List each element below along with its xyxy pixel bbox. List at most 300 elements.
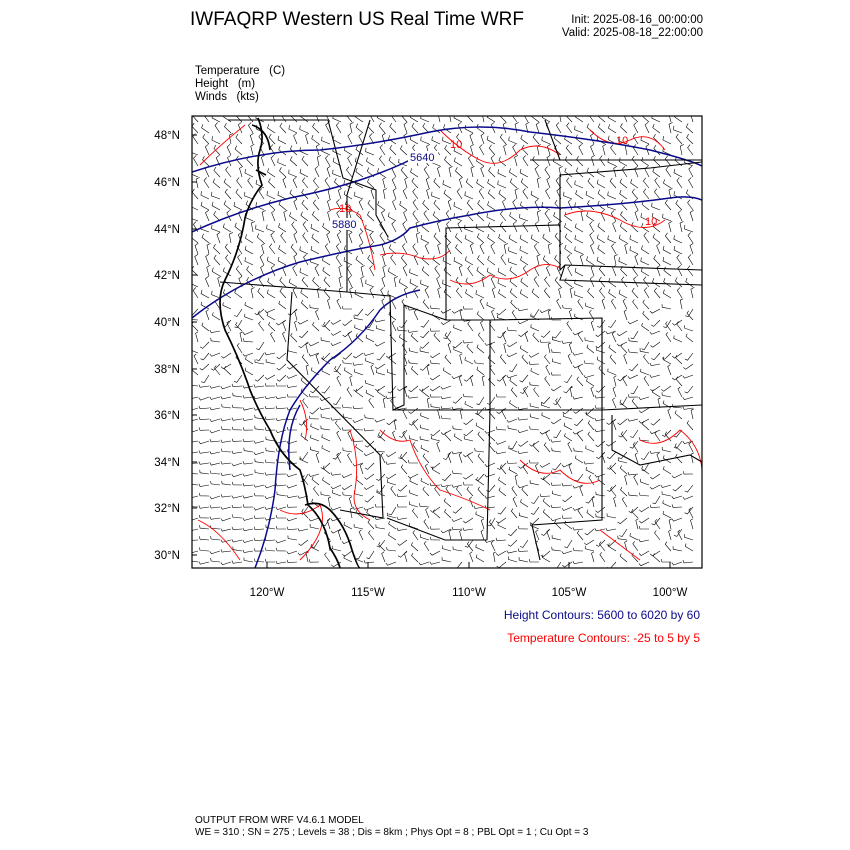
wind-barb — [537, 210, 541, 221]
wind-barb — [663, 179, 671, 188]
wind-barb — [377, 489, 385, 496]
wind-barb — [651, 320, 660, 326]
wind-barb — [380, 145, 385, 156]
wind-barb — [674, 126, 682, 133]
wind-barb — [565, 168, 572, 177]
wind-barb — [650, 505, 660, 508]
wind-barb — [564, 423, 572, 430]
wind-barb — [509, 137, 517, 145]
wind-barb — [376, 325, 385, 331]
wind-barb — [496, 427, 506, 430]
wind-barb — [540, 463, 550, 467]
wind-barb — [508, 425, 517, 430]
wind-barb — [619, 235, 627, 243]
wind-barb — [607, 452, 616, 459]
wind-barb — [353, 406, 363, 409]
wind-barb — [537, 254, 541, 265]
wind-barb — [201, 290, 209, 298]
wind-barb — [255, 426, 264, 430]
wind-barb — [552, 349, 561, 353]
wind-barb — [356, 124, 363, 133]
wind-barb — [328, 497, 331, 507]
wind-barb — [666, 322, 671, 332]
wind-barb — [567, 123, 572, 133]
wind-barb — [409, 386, 418, 392]
wind-barb — [222, 426, 232, 430]
wind-barb — [663, 136, 671, 144]
wind-barb — [468, 155, 473, 166]
wind-barb — [624, 310, 627, 320]
wind-barb — [331, 342, 341, 346]
wind-barb — [498, 181, 506, 189]
wind-barb — [456, 277, 462, 287]
wind-barb — [265, 485, 275, 488]
wind-barb — [655, 431, 660, 441]
wind-barb — [221, 562, 231, 565]
wind-barb — [287, 385, 297, 388]
wind-barb — [443, 257, 451, 265]
wind-barb — [454, 202, 462, 210]
wind-barb — [573, 507, 583, 510]
wind-barb — [613, 387, 616, 397]
wind-barb — [424, 211, 429, 222]
wind-barb — [573, 561, 583, 564]
wind-barb — [303, 399, 308, 409]
wind-barb — [452, 518, 462, 522]
wind-barb — [233, 547, 242, 551]
wind-barb — [243, 483, 253, 486]
wind-barb — [548, 343, 551, 353]
wind-barb — [567, 254, 572, 265]
wind-barb — [423, 200, 429, 210]
wind-barb — [430, 394, 440, 397]
wind-barb — [611, 299, 616, 309]
wind-barb — [453, 546, 462, 551]
wind-barb — [569, 464, 572, 474]
wind-barb — [468, 453, 473, 463]
wind-barb — [397, 494, 407, 497]
wind-barb — [344, 245, 352, 254]
wind-barb — [488, 201, 496, 210]
wind-barb — [584, 375, 594, 378]
wind-barb — [367, 178, 374, 188]
wind-barb — [463, 528, 473, 531]
wind-barb — [544, 288, 550, 298]
wind-barb — [541, 551, 550, 557]
wind-barb — [391, 112, 396, 122]
wind-barb — [677, 178, 682, 188]
wind-barb — [364, 452, 374, 456]
wind-barbs — [188, 111, 695, 569]
wind-barb — [269, 322, 276, 331]
wind-barb — [244, 448, 253, 452]
wind-barb — [213, 179, 220, 188]
wind-barb — [515, 188, 519, 199]
lat-label: 32°N — [154, 503, 180, 515]
wind-barb — [688, 266, 694, 276]
wind-barb — [276, 507, 286, 510]
wind-barb — [441, 320, 451, 325]
wind-barb — [573, 527, 583, 530]
wind-barb — [579, 144, 583, 155]
wind-barb — [630, 533, 638, 540]
wind-barb — [301, 289, 308, 298]
wind-barb — [265, 507, 275, 510]
wind-barb — [294, 232, 297, 243]
wind-barb — [452, 407, 462, 410]
wind-barb — [642, 323, 649, 331]
wind-barb — [612, 332, 616, 342]
wind-barb — [672, 474, 682, 478]
wind-barb — [201, 202, 209, 210]
wind-barb — [255, 375, 264, 381]
wind-barb — [452, 485, 462, 488]
wind-barb — [465, 235, 473, 243]
wind-barb — [254, 493, 264, 496]
wind-barb — [321, 414, 330, 419]
wind-barb — [565, 223, 573, 232]
wind-barb — [630, 246, 638, 254]
wind-barb — [511, 509, 517, 518]
wind-barb — [320, 407, 330, 410]
wind-barb — [478, 255, 485, 265]
wind-barb — [609, 289, 616, 298]
wind-barb — [685, 485, 693, 492]
wind-barb — [359, 232, 363, 243]
wind-barb — [454, 325, 462, 331]
wind-barb — [322, 320, 331, 327]
wind-barb — [398, 551, 407, 557]
wind-barb — [621, 211, 628, 221]
wind-barb — [353, 353, 363, 358]
wind-barb — [466, 278, 473, 287]
wind-barb — [278, 191, 286, 199]
wind-barb — [210, 439, 220, 442]
wind-barb — [471, 166, 475, 177]
wind-barb — [587, 212, 594, 221]
wind-barb — [529, 559, 539, 562]
wind-barb — [687, 421, 693, 430]
wind-barb — [434, 233, 440, 243]
wind-barb — [221, 549, 231, 552]
wind-barb — [633, 144, 638, 155]
wind-barb — [533, 134, 539, 144]
wind-barb — [663, 246, 671, 254]
wind-barb — [387, 479, 396, 485]
wind-barb — [433, 212, 440, 222]
wind-barb — [311, 424, 319, 431]
wind-barb — [481, 166, 484, 177]
wind-barb — [413, 211, 418, 221]
wind-barb — [631, 113, 638, 123]
wind-barb — [309, 342, 319, 346]
wind-barb — [508, 556, 517, 562]
wind-barb — [437, 166, 440, 177]
wind-barb — [504, 343, 507, 353]
wind-barb — [620, 190, 627, 199]
wind-barb — [291, 244, 297, 254]
wind-barb — [663, 357, 671, 364]
wind-barb — [202, 234, 209, 243]
wind-barb — [478, 487, 484, 496]
wind-barb — [262, 243, 266, 254]
wind-barb — [364, 428, 374, 431]
wind-barb — [404, 552, 407, 562]
wind-barb — [683, 560, 693, 563]
wind-barb — [614, 497, 617, 507]
wind-barb — [381, 287, 385, 298]
wind-barb — [221, 386, 231, 389]
wind-barb — [567, 178, 573, 188]
wind-barb — [460, 310, 463, 320]
wind-barb — [565, 234, 572, 243]
wind-barb — [597, 357, 605, 364]
wind-barb — [441, 484, 451, 487]
wind-barb — [496, 441, 506, 444]
wind-barb — [366, 335, 374, 342]
wind-barb — [288, 348, 297, 353]
wind-barb — [652, 203, 660, 210]
wind-barb — [348, 276, 352, 287]
wind-barb — [356, 389, 363, 397]
wind-barb — [676, 355, 683, 364]
wind-barb — [321, 337, 330, 342]
wind-barb — [669, 122, 673, 133]
wind-barb — [397, 504, 407, 507]
wind-barb — [265, 396, 275, 399]
wind-barb — [310, 305, 319, 309]
wind-barb — [277, 364, 286, 370]
wind-barb — [500, 355, 506, 364]
wind-barb — [382, 276, 385, 287]
wind-barb — [444, 289, 451, 299]
wind-barb — [482, 111, 486, 122]
wind-barb — [676, 377, 682, 386]
wind-barb — [456, 288, 462, 298]
wind-barb — [507, 353, 517, 357]
wind-barb — [236, 322, 242, 331]
wind-barb — [245, 169, 253, 177]
wind-barb — [403, 188, 407, 199]
wind-barb — [658, 398, 661, 408]
wind-barb — [641, 268, 649, 277]
wind-barb — [591, 133, 595, 144]
wind-barb — [476, 397, 484, 405]
wind-barb — [404, 122, 407, 133]
wind-barb — [268, 124, 276, 133]
wind-barb — [467, 200, 473, 210]
wind-barb — [243, 407, 253, 410]
wind-barb — [295, 310, 298, 320]
wind-barb — [563, 496, 572, 502]
wind-barb — [243, 418, 253, 421]
wind-barb — [597, 180, 605, 188]
wind-barb — [380, 233, 385, 244]
wind-barb — [650, 551, 660, 556]
wind-barb — [408, 474, 418, 478]
wind-barb — [668, 409, 671, 419]
wind-barb — [607, 419, 617, 425]
wind-barb — [489, 443, 495, 452]
plot-title: IWFAQRP Western US Real Time WRF — [190, 9, 524, 30]
wind-barb — [669, 530, 672, 540]
wind-barb — [551, 386, 561, 391]
wind-barb — [226, 167, 231, 177]
wind-barb — [491, 155, 495, 166]
wind-barb — [642, 466, 649, 474]
wind-barb — [199, 451, 209, 454]
lat-label: 38°N — [154, 364, 180, 376]
wind-barb — [281, 233, 286, 243]
wind-barb — [243, 427, 253, 430]
wind-barb — [287, 375, 297, 378]
wind-barb — [331, 472, 341, 475]
wind-barb — [587, 256, 595, 265]
wind-barb — [598, 223, 605, 232]
wind-barb — [206, 210, 210, 221]
wind-barb — [602, 299, 605, 309]
wind-barb — [245, 246, 253, 254]
wind-barb — [221, 449, 231, 452]
wind-barb — [523, 156, 528, 167]
wind-barb — [471, 144, 474, 155]
wind-barb — [653, 278, 661, 287]
wind-barb — [225, 189, 231, 199]
wind-barb — [632, 189, 638, 199]
wind-barb — [641, 257, 649, 265]
wind-barb — [652, 518, 660, 525]
wind-barb — [235, 289, 242, 298]
wind-barb — [632, 156, 638, 166]
wind-barb — [410, 114, 418, 122]
wind-barb — [445, 156, 452, 166]
wind-barb — [676, 200, 682, 210]
wind-barb — [573, 353, 583, 356]
wind-barb — [639, 507, 649, 512]
wind-barb — [536, 122, 539, 133]
wind-barb — [425, 287, 429, 298]
wind-barb — [556, 399, 561, 409]
wind-barb — [283, 332, 287, 342]
wind-barb — [532, 113, 539, 122]
wind-barb — [254, 538, 264, 541]
wind-barb — [232, 451, 242, 454]
wind-barb — [200, 547, 210, 551]
wind-barb — [236, 156, 242, 166]
wind-barb — [445, 432, 451, 441]
wind-barb — [552, 359, 561, 365]
wind-barb — [364, 353, 374, 356]
wind-barb — [562, 515, 572, 518]
lat-label: 30°N — [154, 550, 180, 562]
wind-barb — [621, 123, 628, 133]
wind-barb — [562, 551, 572, 554]
wind-barb — [457, 189, 462, 200]
wind-barb — [365, 415, 374, 419]
wind-barb — [321, 353, 330, 359]
wind-barb — [496, 551, 506, 556]
wind-barb — [210, 471, 220, 474]
lat-label: 36°N — [154, 410, 180, 422]
wind-barb — [438, 111, 442, 122]
wind-barb — [676, 454, 682, 463]
wind-barb — [368, 200, 374, 210]
wind-barb — [337, 299, 341, 309]
wind-barb — [533, 443, 539, 452]
wind-barb — [346, 112, 352, 122]
wind-barb — [356, 551, 363, 559]
wind-barb — [333, 490, 342, 496]
wind-barb — [685, 386, 693, 393]
wind-barb — [596, 441, 605, 447]
wind-barb — [477, 179, 484, 188]
wind-barb — [485, 496, 495, 499]
wind-barb — [510, 289, 517, 299]
wind-barb — [355, 369, 364, 375]
wind-barb — [409, 435, 418, 441]
wind-barb — [689, 177, 694, 188]
wind-barb — [489, 145, 495, 155]
wind-barb — [575, 268, 583, 276]
wind-barb — [663, 214, 671, 221]
wind-barb — [370, 287, 374, 298]
wind-barb — [287, 474, 297, 477]
wind-barb — [365, 463, 374, 469]
wind-barb — [221, 440, 231, 443]
wind-barb — [365, 474, 375, 479]
wind-barb — [591, 243, 595, 254]
wind-barb — [269, 244, 275, 254]
lat-label: 48°N — [154, 130, 180, 142]
wind-barb — [576, 135, 583, 144]
wind-barb — [665, 542, 671, 551]
wind-barb — [639, 518, 649, 523]
wind-barb — [312, 477, 319, 485]
wind-barb — [366, 380, 375, 386]
wind-barb — [552, 448, 561, 452]
wind-barb — [434, 178, 440, 188]
wind-barb — [690, 243, 693, 254]
wind-barb — [225, 244, 231, 254]
wind-barb — [190, 148, 198, 155]
wind-barb — [325, 155, 330, 166]
wind-barb — [536, 530, 539, 540]
wind-barb — [551, 483, 561, 486]
wind-barb — [643, 178, 649, 188]
wind-barb — [367, 211, 374, 221]
wind-barb — [589, 112, 594, 122]
wind-barb — [614, 254, 618, 265]
wind-barb — [410, 279, 418, 287]
wind-barb — [195, 243, 198, 254]
wind-barb — [596, 342, 605, 348]
wind-barb — [364, 507, 374, 510]
wind-barb — [487, 268, 495, 276]
wind-barb — [552, 535, 561, 540]
wind-barb — [312, 211, 319, 221]
wind-barb — [386, 396, 396, 399]
wind-barb — [620, 179, 627, 188]
wind-barb — [596, 492, 605, 496]
wind-barb — [300, 452, 308, 459]
wind-barb — [383, 398, 386, 408]
wind-barb — [255, 459, 264, 463]
wind-barb — [563, 413, 572, 419]
wind-barb — [634, 199, 638, 210]
wind-barb — [262, 210, 266, 221]
wind-barb — [675, 113, 682, 122]
wind-barb — [188, 471, 198, 475]
